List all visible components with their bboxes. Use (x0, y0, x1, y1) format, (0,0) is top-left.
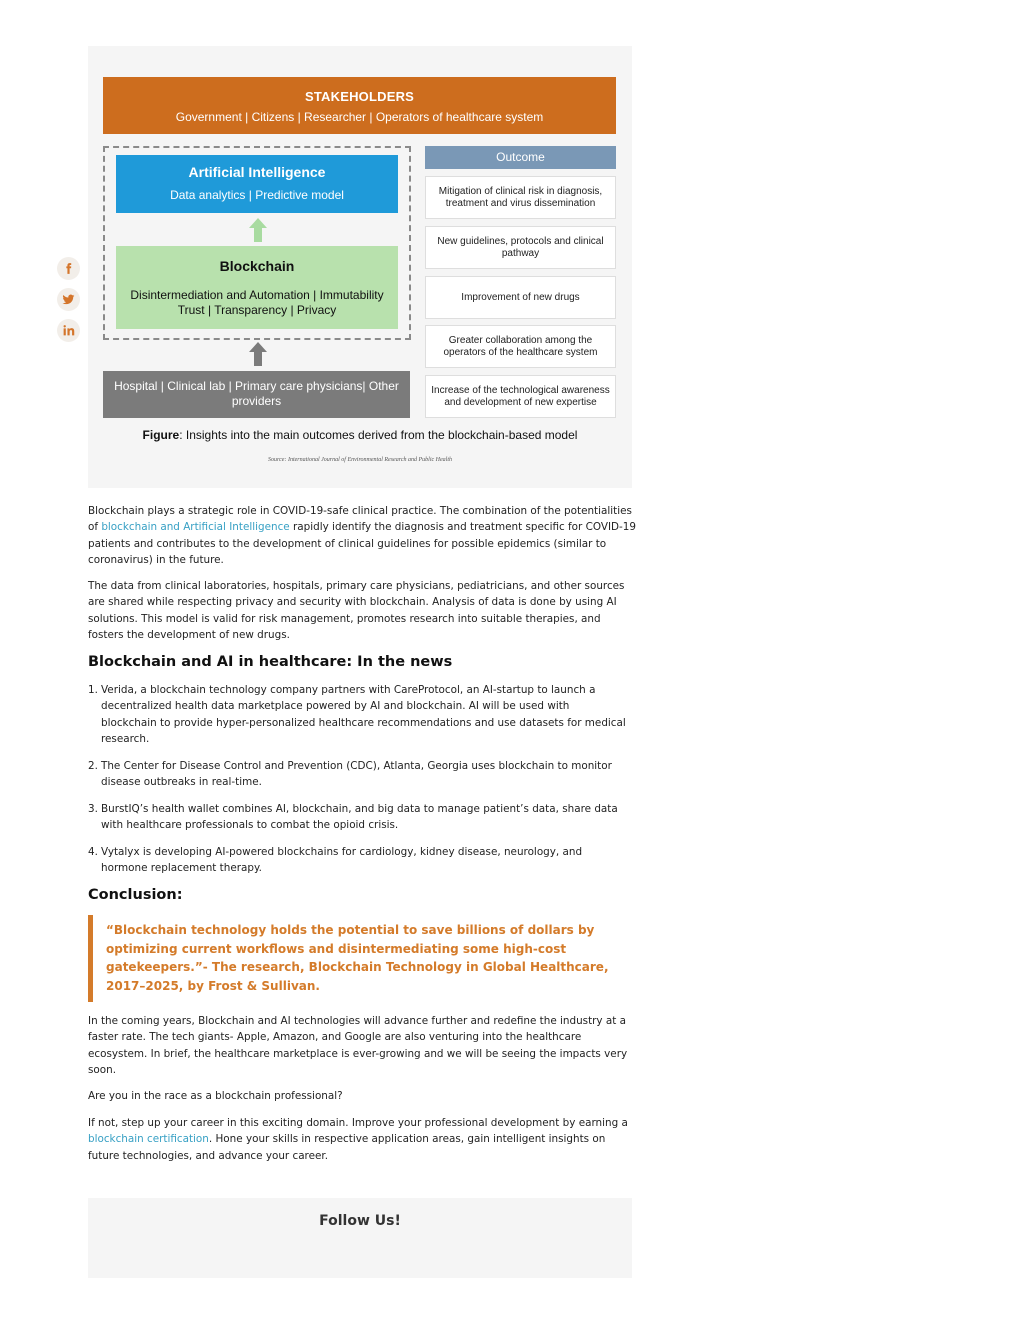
infographic-figure (88, 46, 632, 488)
blockchain-ai-link[interactable]: blockchain and Artificial Intelligence (101, 521, 290, 534)
paragraph-future: In the coming years, Blockchain and AI technologies will advance further and redefine the industry at a faster rate. The tech giants- Apple, Amazon, and Google are also venturing into the healthcare ecosystem. In brief, the healthcare marketplace is ever-growing and we will be seeing the impacts very soon. (88, 1015, 628, 1076)
facebook-icon (62, 262, 75, 275)
twitter-icon (62, 293, 75, 306)
news-heading: Blockchain and AI in healthcare: In the news (88, 654, 453, 670)
outcome-header: Outcome (425, 146, 616, 169)
stakeholders-title: STAKEHOLDERS (304, 89, 415, 104)
stakeholders-list: Government | Citizens | Researcher | Operators of healthcare system (175, 110, 544, 124)
blockchain-subtitle: Disintermediation and Automation | Immutability Trust | Transparency | Privacy (130, 288, 384, 317)
list-item (88, 801, 628, 834)
facebook-share-button[interactable] (57, 257, 80, 280)
paragraph-text: If not, step up your career in this exciting domain. Improve your professional development by earning a (88, 1117, 628, 1129)
social-share-bar (57, 257, 81, 350)
outcome-item: New guidelines, protocols and clinical pathway (425, 226, 616, 269)
list-item-text: Vytalyx is developing AI-powered blockchains for cardiology, kidney disease, neurology, and hormone replacement therapy. (101, 846, 583, 875)
paragraph-text: Blockchain plays a strategic role in COVID-19-safe clinical practice. The combination of the potentialities of (88, 505, 632, 534)
outcome-item: Greater collaboration among the operators of the healthcare system (425, 325, 616, 368)
list-item (88, 758, 628, 791)
follow-us-title: Follow Us! (319, 1213, 401, 1229)
follow-us-section (88, 1198, 632, 1278)
list-item-text: Verida, a blockchain technology company partners with CareProtocol, an AI-startup to launch a decentralized health data marketplace powered by AI and blockchain. AI will be used with blockchain to provide hyper-personalized healthcare recommendations and use datasets for medical research. (101, 684, 626, 745)
linkedin-icon (62, 324, 75, 337)
twitter-share-button[interactable] (57, 288, 80, 311)
blockchain-certification-link[interactable]: blockchain certification (88, 1133, 209, 1146)
paragraph-cta (88, 1115, 636, 1164)
paragraph-question: Are you in the race as a blockchain professional? (88, 1090, 343, 1102)
ai-title: Artificial Intelligence (188, 164, 326, 180)
ai-box (116, 155, 398, 213)
linkedin-share-button[interactable] (57, 319, 80, 342)
providers-box: Hospital | Clinical lab | Primary care physicians| Other providers (103, 371, 410, 418)
outcome-item: Improvement of new drugs (425, 276, 616, 319)
list-number: 2. (88, 760, 98, 772)
list-item (88, 844, 628, 877)
list-item-text: The Center for Disease Control and Prevention (CDC), Atlanta, Georgia uses blockchain to monitor disease outbreaks in real-time. (101, 760, 612, 789)
paragraph-text: . Hone your skills in respective application areas, gain intelligent insights on future technologies, and advance your career. (88, 1133, 606, 1162)
up-arrow-grey-icon (249, 342, 267, 366)
conclusion-heading: Conclusion: (88, 887, 183, 903)
outcome-item: Mitigation of clinical risk in diagnosis, treatment and virus dissemination (425, 176, 616, 219)
list-number: 4. (88, 846, 98, 858)
figure-caption (88, 428, 632, 442)
outcome-item: Increase of the technological awareness and development of new expertise (425, 375, 616, 418)
blockchain-box (116, 246, 398, 329)
paragraph-data-sharing: The data from clinical laboratories, hospitals, primary care physicians, pediatricians, and other sources are shared while respecting privacy and security with blockchain. Analysis of data is done by using AI solutions. This model is valid for risk management, promotes research into suitable therapies, and fosters the development of new drugs. (88, 580, 625, 641)
pull-quote: “Blockchain technology holds the potential to save billions of dollars by optimizing current workflows and disintermediating some high-cost gatekeepers.”- The research, Blockchain Technology in Global Healthcare, 2017–2025, by Frost & Sullivan. (88, 915, 633, 1002)
list-item (88, 682, 628, 747)
caption-label: Figure (142, 428, 180, 442)
blockchain-title: Blockchain (219, 258, 295, 274)
list-item-text: BurstIQ’s health wallet combines AI, blockchain, and big data to manage patient’s data, share data with healthcare professionals to combat the opioid crisis. (101, 803, 618, 832)
figure-source: Source: International Journal of Environmental Research and Public Health (268, 457, 452, 463)
list-number: 3. (88, 803, 98, 815)
list-number: 1. (88, 684, 98, 696)
up-arrow-green-icon (249, 218, 267, 242)
paragraph-intro (88, 503, 636, 568)
stakeholders-box (103, 77, 616, 134)
ai-subtitle: Data analytics | Predictive model (170, 188, 344, 202)
paragraph-text: rapidly identify the diagnosis and treatment specific for COVID-19 patients and contributes to the development of clinical guidelines for possible epidemics (similar to coronavirus) in the future. (88, 521, 636, 566)
caption-text: : Insights into the main outcomes derived from the blockchain-based model (179, 428, 578, 442)
